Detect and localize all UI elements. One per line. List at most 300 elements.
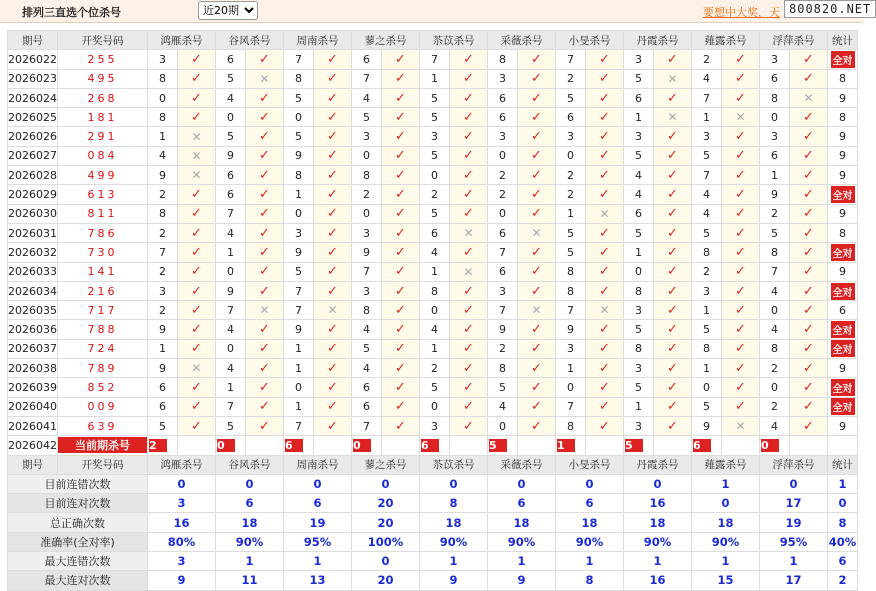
kill-number-cell: 3 (420, 416, 450, 435)
result-cell (382, 262, 420, 281)
stat-value: 90% (420, 532, 488, 551)
result-cell (382, 339, 420, 358)
result-cell (246, 243, 284, 262)
kill-number-cell: 9 (148, 166, 178, 185)
stats-row (8, 494, 858, 513)
check-icon: ✓ (803, 109, 814, 125)
stat-cell (828, 146, 858, 165)
result-cell (450, 50, 488, 69)
kill-number-cell: 4 (352, 359, 382, 378)
result-cell (586, 146, 624, 165)
current-kill-number: 0 (217, 439, 235, 452)
check-icon: ✓ (803, 129, 814, 145)
period-cell: 2026034 (8, 281, 58, 300)
check-icon: ✓ (667, 167, 678, 183)
stat-value: 18 (488, 513, 556, 532)
check-icon: ✓ (803, 206, 814, 222)
column-header: 小旻杀号 (556, 31, 624, 50)
stat-value: 6 (556, 494, 624, 513)
cross-icon: ✕ (191, 361, 202, 376)
stat-value: 95% (760, 532, 828, 551)
prize-number-cell: 181 (58, 108, 148, 127)
result-cell (654, 69, 692, 88)
period-range-select[interactable] (198, 1, 258, 20)
period-cell: 2026042 (8, 436, 58, 455)
kill-number-cell: 6 (352, 397, 382, 416)
table-row (8, 243, 858, 262)
result-cell (314, 243, 352, 262)
kill-number-cell: 7 (216, 204, 246, 223)
period-cell: 2026029 (8, 185, 58, 204)
check-icon: ✓ (531, 148, 542, 164)
kill-number-cell: 4 (760, 281, 790, 300)
check-icon: ✓ (395, 399, 406, 415)
result-cell (586, 397, 624, 416)
kill-number-cell: 0 (216, 108, 246, 127)
result-cell (382, 88, 420, 107)
prize-number-cell: 613 (58, 185, 148, 204)
check-icon: ✓ (735, 341, 746, 357)
result-cell (450, 69, 488, 88)
stat-cell (828, 262, 858, 281)
cross-icon: ✕ (463, 264, 474, 279)
kill-number-cell: 0 (148, 88, 178, 107)
result-cell (790, 397, 828, 416)
check-icon: ✓ (395, 360, 406, 376)
result-cell (518, 69, 556, 88)
kill-number-cell: 3 (352, 127, 382, 146)
result-cell (178, 88, 216, 107)
result-cell (382, 378, 420, 397)
check-icon: ✓ (803, 399, 814, 415)
result-cell (246, 69, 284, 88)
kill-number-cell: 7 (352, 416, 382, 435)
period-cell: 2026023 (8, 69, 58, 88)
result-cell (722, 359, 760, 378)
stat-value: 1 (624, 552, 692, 571)
table-row (8, 262, 858, 281)
kill-number-cell: 4 (692, 69, 722, 88)
stat-value: 18 (556, 513, 624, 532)
check-icon: ✓ (599, 322, 610, 338)
result-cell (654, 166, 692, 185)
column-header: 统计 (828, 31, 858, 50)
stat-cell (828, 127, 858, 146)
kill-number-cell: 0 (216, 339, 246, 358)
kill-number-cell: 0 (488, 204, 518, 223)
result-cell (654, 397, 692, 416)
result-cell (178, 359, 216, 378)
stat-value: 1 (488, 552, 556, 571)
result-cell (518, 204, 556, 223)
check-icon: ✓ (667, 399, 678, 415)
result-cell (722, 50, 760, 69)
result-cell (586, 108, 624, 127)
kill-number-cell: 5 (420, 108, 450, 127)
check-icon: ✓ (667, 341, 678, 357)
kill-number-cell: 5 (624, 378, 654, 397)
result-cell (314, 185, 352, 204)
kill-number-cell: 8 (420, 281, 450, 300)
check-icon: ✓ (395, 264, 406, 280)
kill-number-cell: 2 (488, 339, 518, 358)
kill-number-cell: 5 (420, 204, 450, 223)
check-icon: ✓ (531, 71, 542, 87)
result-cell (450, 320, 488, 339)
check-icon: ✓ (667, 264, 678, 280)
result-cell (722, 108, 760, 127)
check-icon: ✓ (259, 264, 270, 280)
kill-number-cell: 3 (284, 223, 314, 242)
stat-cell (828, 378, 858, 397)
kill-number-cell: 5 (284, 127, 314, 146)
result-cell (586, 69, 624, 88)
stat-cell (828, 166, 858, 185)
result-cell (450, 416, 488, 435)
kill-number-cell: 0 (760, 108, 790, 127)
result-cell (586, 281, 624, 300)
check-icon: ✓ (191, 206, 202, 222)
result-cell (450, 204, 488, 223)
result-cell (722, 378, 760, 397)
result-cell (586, 185, 624, 204)
all-correct-badge: 全对 (831, 340, 855, 357)
check-icon: ✓ (191, 283, 202, 299)
kill-number-cell: 5 (420, 146, 450, 165)
correct-count: 9 (839, 207, 846, 221)
column-header: 小旻杀号 (556, 455, 624, 474)
kill-number-cell: 0 (556, 378, 586, 397)
empty-cell (382, 436, 420, 455)
check-icon: ✓ (259, 51, 270, 67)
kill-number-cell: 6 (216, 50, 246, 69)
period-cell: 2026032 (8, 243, 58, 262)
kill-number-cell: 3 (624, 301, 654, 320)
result-cell (314, 262, 352, 281)
kill-number-cell: 6 (352, 50, 382, 69)
check-icon: ✓ (531, 51, 542, 67)
stat-cell (828, 108, 858, 127)
kill-number-cell: 6 (216, 185, 246, 204)
check-icon: ✓ (599, 109, 610, 125)
kill-number-cell: 5 (352, 339, 382, 358)
stat-value: 0 (216, 474, 284, 493)
check-icon: ✓ (327, 225, 338, 241)
check-icon: ✓ (803, 341, 814, 357)
check-icon: ✓ (327, 90, 338, 106)
kill-number-cell: 7 (692, 166, 722, 185)
kill-number-cell: 5 (216, 127, 246, 146)
result-cell (722, 204, 760, 223)
stat-value: 90% (488, 532, 556, 551)
check-icon: ✓ (327, 264, 338, 280)
stat-value: 6 (828, 552, 858, 571)
prize-number-cell: 009 (58, 397, 148, 416)
kill-number-cell: 9 (284, 243, 314, 262)
check-icon: ✓ (463, 206, 474, 222)
result-cell (314, 281, 352, 300)
stat-cell (828, 243, 858, 262)
check-icon: ✓ (327, 109, 338, 125)
result-cell (654, 127, 692, 146)
kill-number-cell: 1 (692, 359, 722, 378)
all-correct-badge: 全对 (831, 186, 855, 203)
result-cell (178, 127, 216, 146)
period-cell: 2026035 (8, 301, 58, 320)
period-cell: 2026037 (8, 339, 58, 358)
column-header: 采薇杀号 (488, 455, 556, 474)
cross-icon: ✕ (735, 110, 746, 125)
current-kill-label: 当前期杀号 (58, 437, 147, 453)
kill-number-cell: 2 (148, 262, 178, 281)
kill-number-cell: 8 (556, 281, 586, 300)
result-cell (382, 281, 420, 300)
check-icon: ✓ (327, 341, 338, 357)
stat-value: 17 (760, 494, 828, 513)
check-icon: ✓ (395, 341, 406, 357)
cross-icon: ✕ (463, 226, 474, 241)
empty-cell (722, 436, 760, 455)
kill-number-cell: 1 (284, 397, 314, 416)
stat-label: 准确率(全对率) (8, 532, 148, 551)
stat-value: 40% (828, 532, 858, 551)
check-icon: ✓ (735, 90, 746, 106)
result-cell (178, 223, 216, 242)
stat-cell (828, 301, 858, 320)
stat-value: 80% (148, 532, 216, 551)
result-cell (178, 397, 216, 416)
check-icon: ✓ (463, 322, 474, 338)
result-cell (314, 127, 352, 146)
stat-label: 最大连错次数 (8, 552, 148, 571)
result-cell (178, 301, 216, 320)
check-icon: ✓ (191, 302, 202, 318)
kill-number-cell: 5 (284, 88, 314, 107)
column-header: 薤露杀号 (692, 455, 760, 474)
table-row (8, 127, 858, 146)
stat-value: 95% (284, 532, 352, 551)
result-cell (790, 243, 828, 262)
check-icon: ✓ (463, 71, 474, 87)
correct-count: 9 (839, 419, 846, 433)
check-icon: ✓ (599, 51, 610, 67)
result-cell (790, 262, 828, 281)
current-kill-cell (624, 436, 654, 455)
stats-row (8, 474, 858, 493)
result-cell (654, 339, 692, 358)
prize-number-cell: 255 (58, 50, 148, 69)
check-icon: ✓ (395, 225, 406, 241)
kill-number-cell: 0 (420, 397, 450, 416)
result-cell (790, 204, 828, 223)
result-cell (246, 281, 284, 300)
result-cell (382, 301, 420, 320)
check-icon: ✓ (191, 399, 202, 415)
kill-number-cell: 9 (488, 320, 518, 339)
check-icon: ✓ (191, 51, 202, 67)
check-icon: ✓ (599, 399, 610, 415)
cross-icon: ✕ (191, 129, 202, 144)
kill-number-cell: 1 (624, 243, 654, 262)
result-cell (518, 339, 556, 358)
stat-value: 0 (828, 494, 858, 513)
kill-number-cell: 0 (556, 146, 586, 165)
stat-value: 0 (352, 474, 420, 493)
result-cell (518, 301, 556, 320)
check-icon: ✓ (463, 187, 474, 203)
result-cell (654, 416, 692, 435)
result-cell (450, 243, 488, 262)
stat-value: 0 (352, 552, 420, 571)
result-cell (314, 108, 352, 127)
stat-value: 1 (692, 552, 760, 571)
kill-number-cell: 6 (488, 88, 518, 107)
kill-number-cell: 5 (216, 416, 246, 435)
check-icon: ✓ (667, 244, 678, 260)
current-kill-number: 1 (557, 439, 575, 452)
empty-cell (246, 436, 284, 455)
result-cell (314, 378, 352, 397)
check-icon: ✓ (531, 399, 542, 415)
site-watermark: 800820.NET (784, 0, 876, 18)
kill-number-cell: 5 (624, 223, 654, 242)
empty-cell (654, 436, 692, 455)
stat-cell (828, 50, 858, 69)
kill-number-cell: 9 (556, 320, 586, 339)
result-cell (246, 88, 284, 107)
result-cell (790, 108, 828, 127)
check-icon: ✓ (531, 244, 542, 260)
stat-value: 3 (148, 494, 216, 513)
kill-number-cell: 2 (760, 397, 790, 416)
result-cell (586, 127, 624, 146)
check-icon: ✓ (599, 148, 610, 164)
stat-value: 17 (760, 571, 828, 590)
kill-number-cell: 6 (352, 378, 382, 397)
table-row (8, 397, 858, 416)
result-cell (518, 108, 556, 127)
check-icon: ✓ (803, 51, 814, 67)
kill-number-cell: 8 (284, 166, 314, 185)
result-cell (790, 223, 828, 242)
result-cell (450, 262, 488, 281)
check-icon: ✓ (259, 90, 270, 106)
result-cell (790, 166, 828, 185)
stat-value: 9 (148, 571, 216, 590)
kill-number-cell: 8 (692, 339, 722, 358)
check-icon: ✓ (531, 322, 542, 338)
kill-number-cell: 1 (760, 166, 790, 185)
empty-cell (586, 436, 624, 455)
result-cell (518, 359, 556, 378)
kill-number-cell: 3 (556, 127, 586, 146)
result-cell (654, 88, 692, 107)
table-row (8, 50, 858, 69)
kill-number-cell: 0 (624, 262, 654, 281)
kill-number-cell: 7 (148, 243, 178, 262)
kill-number-cell: 8 (148, 69, 178, 88)
cross-icon: ✕ (531, 226, 542, 241)
result-cell (654, 378, 692, 397)
check-icon: ✓ (259, 360, 270, 376)
check-icon: ✓ (531, 167, 542, 183)
check-icon: ✓ (667, 187, 678, 203)
result-cell (722, 320, 760, 339)
kill-number-cell: 7 (556, 397, 586, 416)
current-kill-number: 6 (421, 439, 439, 452)
result-cell (178, 185, 216, 204)
period-cell: 2026040 (8, 397, 58, 416)
kill-number-cell: 5 (624, 320, 654, 339)
empty-cell (314, 436, 352, 455)
kill-number-cell: 8 (148, 204, 178, 223)
kill-number-cell: 2 (148, 185, 178, 204)
result-cell (450, 223, 488, 242)
column-header: 蓼之杀号 (352, 455, 420, 474)
empty-cell (790, 436, 828, 455)
stat-value: 6 (488, 494, 556, 513)
prize-number-cell: 717 (58, 301, 148, 320)
column-header: 开奖号码 (58, 31, 148, 50)
current-kill-cell (216, 436, 246, 455)
result-cell (382, 243, 420, 262)
prize-number-cell: 852 (58, 378, 148, 397)
check-icon: ✓ (395, 109, 406, 125)
stat-value: 6 (284, 494, 352, 513)
period-cell: 2026027 (8, 146, 58, 165)
check-icon: ✓ (191, 71, 202, 87)
stat-value: 18 (692, 513, 760, 532)
kill-number-cell: 1 (420, 69, 450, 88)
table-row (8, 166, 858, 185)
kill-number-cell: 6 (624, 88, 654, 107)
kill-number-cell: 0 (420, 166, 450, 185)
stat-cell (828, 223, 858, 242)
kill-number-cell: 4 (692, 185, 722, 204)
kill-number-cell: 9 (216, 146, 246, 165)
kill-number-cell: 3 (488, 127, 518, 146)
check-icon: ✓ (531, 418, 542, 434)
check-icon: ✓ (327, 379, 338, 395)
ad-link[interactable]: 要想中大奖，天 (703, 6, 780, 19)
kill-number-cell: 8 (556, 416, 586, 435)
result-cell (178, 166, 216, 185)
result-cell (314, 204, 352, 223)
cross-icon: ✕ (259, 303, 270, 318)
check-icon: ✓ (327, 148, 338, 164)
kill-number-cell: 3 (624, 127, 654, 146)
result-cell (382, 359, 420, 378)
cross-icon: ✕ (259, 71, 270, 86)
result-cell (790, 320, 828, 339)
stats-row (8, 532, 858, 551)
column-header: 苶苡杀号 (420, 455, 488, 474)
stat-value: 0 (556, 474, 624, 493)
kill-number-cell: 4 (352, 88, 382, 107)
check-icon: ✓ (327, 360, 338, 376)
check-icon: ✓ (531, 90, 542, 106)
current-kill-number: 0 (761, 439, 779, 452)
table-row (8, 301, 858, 320)
result-cell (450, 397, 488, 416)
cross-icon: ✕ (667, 110, 678, 125)
check-icon: ✓ (463, 129, 474, 145)
kill-number-cell: 5 (692, 223, 722, 242)
result-cell (246, 108, 284, 127)
result-cell (790, 127, 828, 146)
prize-number-cell: 495 (58, 69, 148, 88)
table-row (8, 320, 858, 339)
